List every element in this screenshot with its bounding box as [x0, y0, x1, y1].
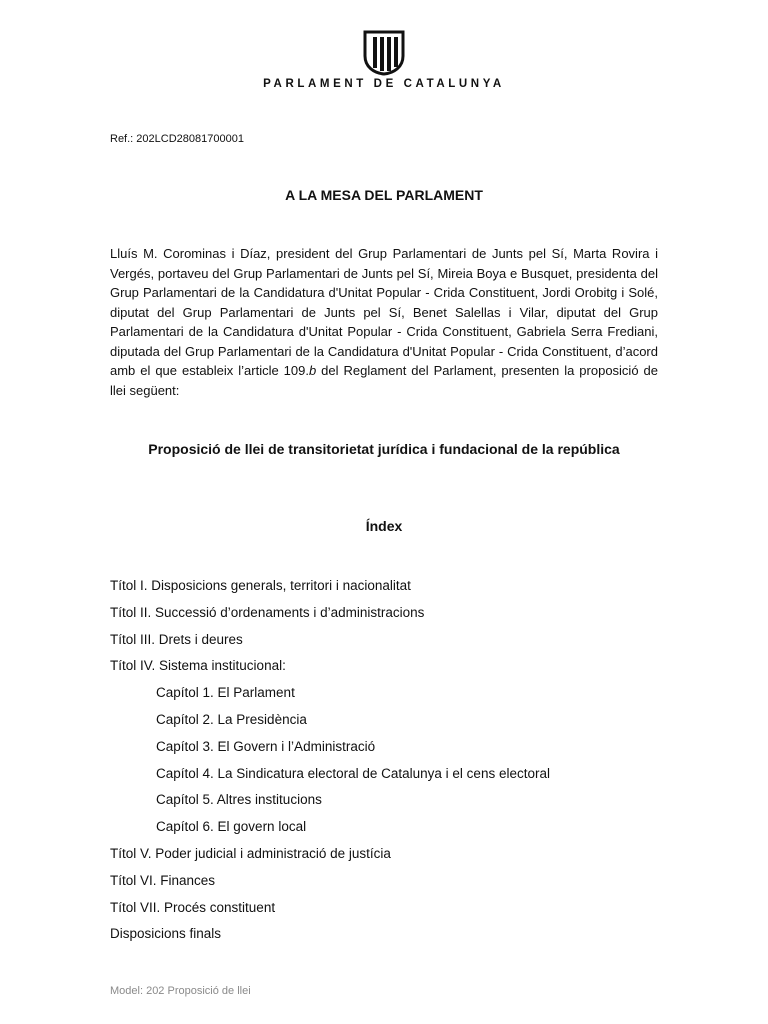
- addressee-heading: A LA MESA DEL PARLAMENT: [285, 187, 483, 203]
- institution-name: PARLAMENT DE CATALUNYA: [263, 78, 505, 90]
- intro-text-end: del Reglament del Parlament, presenten la proposició de llei següent:: [110, 363, 658, 398]
- intro-article-letter: b: [308, 363, 317, 378]
- bill-title: Proposició de llei de transitorietat jurídica i fundacional de la república: [148, 441, 620, 457]
- toc-chapter-item: Capítol 1. El Parlament: [156, 685, 295, 701]
- toc-chapter-item: Capítol 6. El govern local: [156, 819, 307, 835]
- toc-chapter-item: Capítol 5. Altres institucions: [156, 792, 322, 808]
- toc-title-item: Títol III. Drets i deures: [110, 631, 243, 647]
- index-heading: Índex: [365, 518, 403, 534]
- footer-model: Model: 202 Proposició de llei: [110, 985, 251, 997]
- toc-chapter-item: Capítol 3. El Govern i l’Administració: [156, 738, 376, 754]
- document-reference: Ref.: 202LCD28081700001: [110, 133, 244, 145]
- toc-title-item: Títol II. Successió d’ordenaments i d’administracions: [110, 604, 425, 620]
- toc-chapter-item: Capítol 4. La Sindicatura electoral de Catalunya i el cens electoral: [156, 765, 550, 781]
- table-of-contents: [110, 576, 658, 951]
- intro-paragraph: [110, 244, 658, 400]
- toc-title-item: Títol VII. Procés constituent: [110, 899, 276, 915]
- parliament-logo: [0, 30, 768, 76]
- toc-title-item: Títol VI. Finances: [110, 872, 216, 888]
- toc-title-item: Disposicions finals: [110, 926, 222, 942]
- toc-title-item: Títol V. Poder judicial i administració de justícia: [110, 845, 391, 861]
- toc-title-item: Títol IV. Sistema institucional:: [110, 658, 286, 674]
- toc-chapter-item: Capítol 2. La Presidència: [156, 711, 307, 727]
- toc-title-item: Títol I. Disposicions generals, territori i nacionalitat: [110, 578, 411, 593]
- senyera-shield-icon: [362, 30, 406, 76]
- intro-text: Lluís M. Corominas i Díaz, president del Grup Parlamentari de Junts pel Sí, Marta Rovira i Vergés, portaveu del Grup Parlamentari de Junts pel Sí, Mireia Boya e Busquet, presidenta del Grup Parlamentari de la Candidatura d'Unitat Popular - Crida Constituent, Jordi Orobitg i Solé, diputat del Grup Parlamentari de Junts pel Sí, Benet Salellas i Vilar, diputat del Grup Parlamentari de la Candidatura d'Unitat Popular - Crida Constituent, Gabriela Serra Frediani, diputada del Grup Parlamentari de la Candidatura d'Unitat Popular - Crida Constituent, d’acord amb el que estableix l’article 109.: [110, 246, 658, 378]
